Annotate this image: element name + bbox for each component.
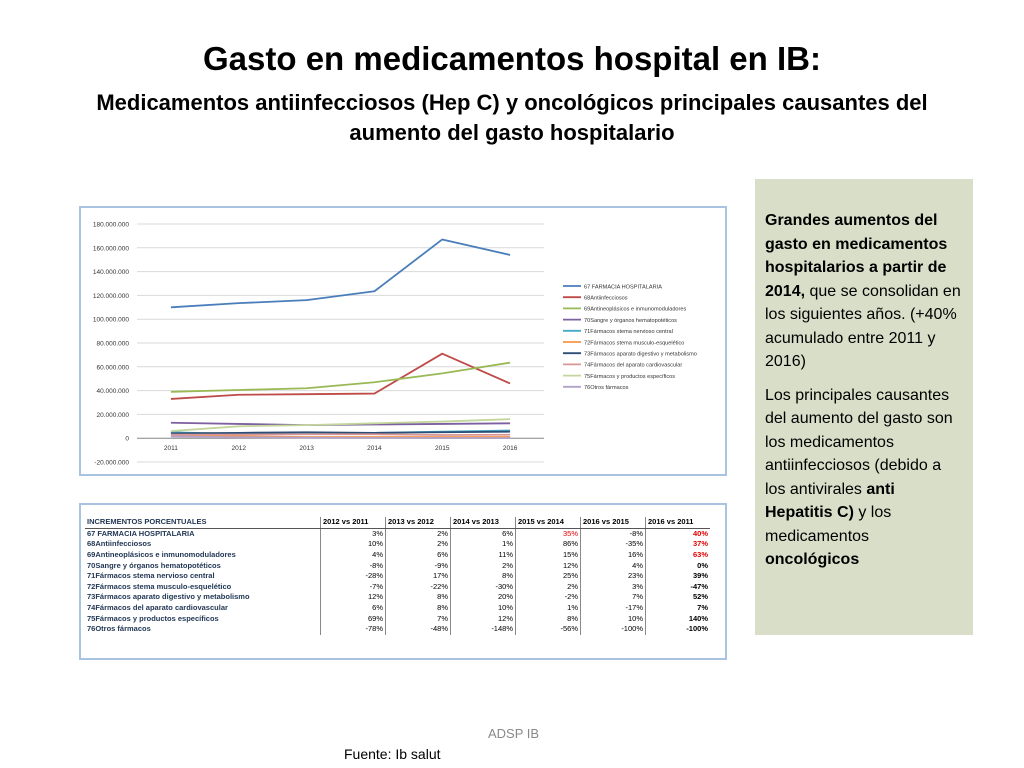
- footer-label: ADSP IB: [488, 726, 540, 741]
- table-cell: 7%: [386, 613, 451, 624]
- x-tick-label: 2014: [367, 445, 382, 453]
- y-tick-label: 60.000.000: [96, 364, 129, 372]
- table-row: [85, 539, 710, 550]
- table-header-cell: 2014 vs 2013: [451, 517, 516, 528]
- table-cell: -9%: [386, 560, 451, 571]
- table-cell: -56%: [516, 624, 581, 635]
- y-tick-label: 160.000.000: [92, 245, 129, 253]
- table-cell: -8%: [581, 528, 646, 539]
- table-cell: 10%: [581, 613, 646, 624]
- table-cell: 69%: [321, 613, 386, 624]
- table-cell: 8%: [516, 613, 581, 624]
- table-row: [85, 528, 710, 539]
- table-cell: 15%: [516, 550, 581, 561]
- table-cell: 7%: [646, 603, 711, 614]
- table-row-label: 67 FARMACIA HOSPITALARIA: [87, 528, 195, 538]
- y-tick-label: 80.000.000: [96, 340, 129, 348]
- table-cell: 2%: [451, 560, 516, 571]
- x-tick-label: 2016: [502, 445, 518, 453]
- side-note-text: Los principales causantes del aumento del gasto son los medicamentos antiinfecciosos (debido a los antivirales: [765, 386, 953, 498]
- table-cell: -17%: [581, 603, 646, 614]
- table-cell: -100%: [646, 624, 711, 635]
- legend-label: 72Fármacos stema musculo-esquelético: [584, 340, 685, 347]
- table-row-label: 68Antiinfecciosos: [87, 539, 152, 549]
- x-tick-label: 2011: [163, 445, 178, 453]
- table-cell: 25%: [516, 571, 581, 582]
- table-cell: 20%: [451, 592, 516, 603]
- table-cell: 37%: [646, 539, 711, 550]
- table-row-label: 71Fármacos stema nervioso central: [87, 571, 215, 581]
- table-cell: -35%: [581, 539, 646, 550]
- table-row: [85, 582, 710, 593]
- table-row-label: 72Fármacos stema musculo-esquelético: [87, 581, 232, 591]
- table-cell: 86%: [516, 539, 581, 550]
- legend-label: 68Antiinfecciosos: [584, 295, 628, 302]
- table-cell: 23%: [581, 571, 646, 582]
- x-tick-label: 2015: [435, 445, 450, 453]
- x-tick-label: 2012: [231, 445, 246, 453]
- series-line: [171, 419, 510, 431]
- table-cell: 35%: [516, 528, 581, 539]
- table-cell: 2%: [516, 582, 581, 593]
- legend-label: 76Otros fármacos: [584, 385, 629, 392]
- table-cell: 40%: [646, 528, 711, 539]
- table-cell: 6%: [386, 550, 451, 561]
- table-cell: 0%: [646, 560, 711, 571]
- table-row-label: 73Fármacos aparato digestivo y metabolismo: [87, 592, 250, 602]
- table-cell: 12%: [451, 613, 516, 624]
- table-cell: 4%: [581, 560, 646, 571]
- table-header-row: [85, 517, 710, 528]
- table-row: [85, 603, 710, 614]
- table-header-cell: 2012 vs 2011: [321, 517, 386, 528]
- y-tick-label: 0: [125, 435, 129, 443]
- table-cell: 11%: [451, 550, 516, 561]
- table-header-cell: 2015 vs 2014: [516, 517, 581, 528]
- increments-table: [85, 517, 710, 635]
- legend-label: 73Fármacos aparato digestivo y metabolismo: [584, 351, 697, 358]
- y-tick-label: 120.000.000: [92, 292, 129, 300]
- legend-label: 74Fármacos del aparato cardiovascular: [584, 362, 683, 369]
- table-cell: 1%: [451, 539, 516, 550]
- table-cell: 12%: [516, 560, 581, 571]
- table-cell: 1%: [516, 603, 581, 614]
- legend-label: 70Sangre y órganos hematopotéticos: [584, 317, 677, 324]
- y-tick-label: 20.000.000: [96, 411, 129, 419]
- table-row: [85, 550, 710, 561]
- table-cell: 2%: [386, 539, 451, 550]
- table-cell: 3%: [581, 582, 646, 593]
- table-cell: 2%: [386, 528, 451, 539]
- table-cell: -30%: [451, 582, 516, 593]
- table-cell: 3%: [321, 528, 386, 539]
- table-cell: -48%: [386, 624, 451, 635]
- table-cell: -8%: [321, 560, 386, 571]
- table-cell: 52%: [646, 592, 711, 603]
- line-chart: [81, 208, 725, 474]
- side-note-highlight: oncológicos: [765, 551, 860, 568]
- table-cell: -2%: [516, 592, 581, 603]
- table-row: [85, 560, 710, 571]
- table-cell: 12%: [321, 592, 386, 603]
- table-cell: -78%: [321, 624, 386, 635]
- table-cell: 10%: [321, 539, 386, 550]
- y-tick-label: 180.000.000: [92, 221, 129, 229]
- side-note-highlight: anti Hepatitis C): [765, 480, 895, 521]
- y-tick-label: -20.000.000: [94, 459, 129, 467]
- table-row-label: 76Otros fármacos: [87, 624, 151, 634]
- table-row: [85, 624, 710, 635]
- table-cell: 4%: [321, 550, 386, 561]
- table-cell: -47%: [646, 582, 711, 593]
- table-cell: -7%: [321, 582, 386, 593]
- legend-label: 75Fármacos y productos específicos: [584, 373, 676, 380]
- table-cell: 7%: [581, 592, 646, 603]
- table-cell: -100%: [581, 624, 646, 635]
- x-tick-label: 2013: [299, 445, 314, 453]
- side-note-panel: [755, 179, 973, 635]
- slide-title: Gasto en medicamentos hospital en IB:: [203, 40, 821, 77]
- table-header-cell: 2016 vs 2015: [581, 517, 646, 528]
- table-cell: 63%: [646, 550, 711, 561]
- series-line: [171, 434, 510, 435]
- side-note-text: y los medicamentos: [765, 504, 892, 545]
- legend-label: 69Antineoplásicos e inmunomoduladores: [584, 306, 687, 313]
- y-tick-label: 140.000.000: [92, 269, 129, 277]
- table-cell: -22%: [386, 582, 451, 593]
- table-row-label: 74Fármacos del aparato cardiovascular: [87, 603, 228, 613]
- side-note-paragraph-1: [765, 209, 963, 374]
- series-line: [171, 239, 510, 307]
- table-row-label: 75Fármacos y productos específicos: [87, 613, 219, 623]
- table-cell: -148%: [451, 624, 516, 635]
- slide-subtitle: Medicamentos antiinfecciosos (Hep C) y oncológicos principales causantes del aumento del gasto hospitalario: [96, 90, 928, 145]
- table-row-label: 69Antineoplásicos e inmunomoduladores: [87, 550, 236, 560]
- table-cell: 39%: [646, 571, 711, 582]
- line-chart-frame: [79, 206, 727, 476]
- series-line: [171, 354, 510, 399]
- table-cell: 140%: [646, 613, 711, 624]
- table-cell: 6%: [321, 603, 386, 614]
- table-cell: 10%: [451, 603, 516, 614]
- table-row: [85, 592, 710, 603]
- legend-label: 71Fármacos stema nervioso central: [584, 329, 673, 336]
- table-header-cell: 2016 vs 2011: [646, 517, 711, 528]
- table-header-title: INCREMENTOS PORCENTUALES: [85, 517, 321, 528]
- increments-table-frame: [79, 503, 727, 660]
- side-note-highlight: Grandes aumentos del gasto en medicamentos hospitalarios a partir de 2014,: [765, 212, 948, 300]
- table-header-cell: 2013 vs 2012: [386, 517, 451, 528]
- table-cell: 8%: [386, 603, 451, 614]
- table-cell: 8%: [451, 571, 516, 582]
- y-tick-label: 40.000.000: [96, 388, 129, 396]
- table-cell: 17%: [386, 571, 451, 582]
- table-row: [85, 571, 710, 582]
- y-tick-label: 100.000.000: [92, 316, 129, 324]
- series-line: [171, 432, 510, 434]
- legend-label: 67 FARMACIA HOSPITALARIA: [584, 284, 662, 291]
- table-cell: 6%: [451, 528, 516, 539]
- side-note-text: que se consolidan en los siguientes años. (+40% acumulado entre 2011 y 2016): [765, 282, 961, 370]
- table-row-label: 70Sangre y órganos hematopotéticos: [87, 560, 221, 570]
- table-cell: -28%: [321, 571, 386, 582]
- table-row: [85, 613, 710, 624]
- table-cell: 8%: [386, 592, 451, 603]
- table-cell: 16%: [581, 550, 646, 561]
- side-note-paragraph-2: [765, 384, 963, 572]
- source-note: Fuente: Ib salut: [344, 746, 441, 762]
